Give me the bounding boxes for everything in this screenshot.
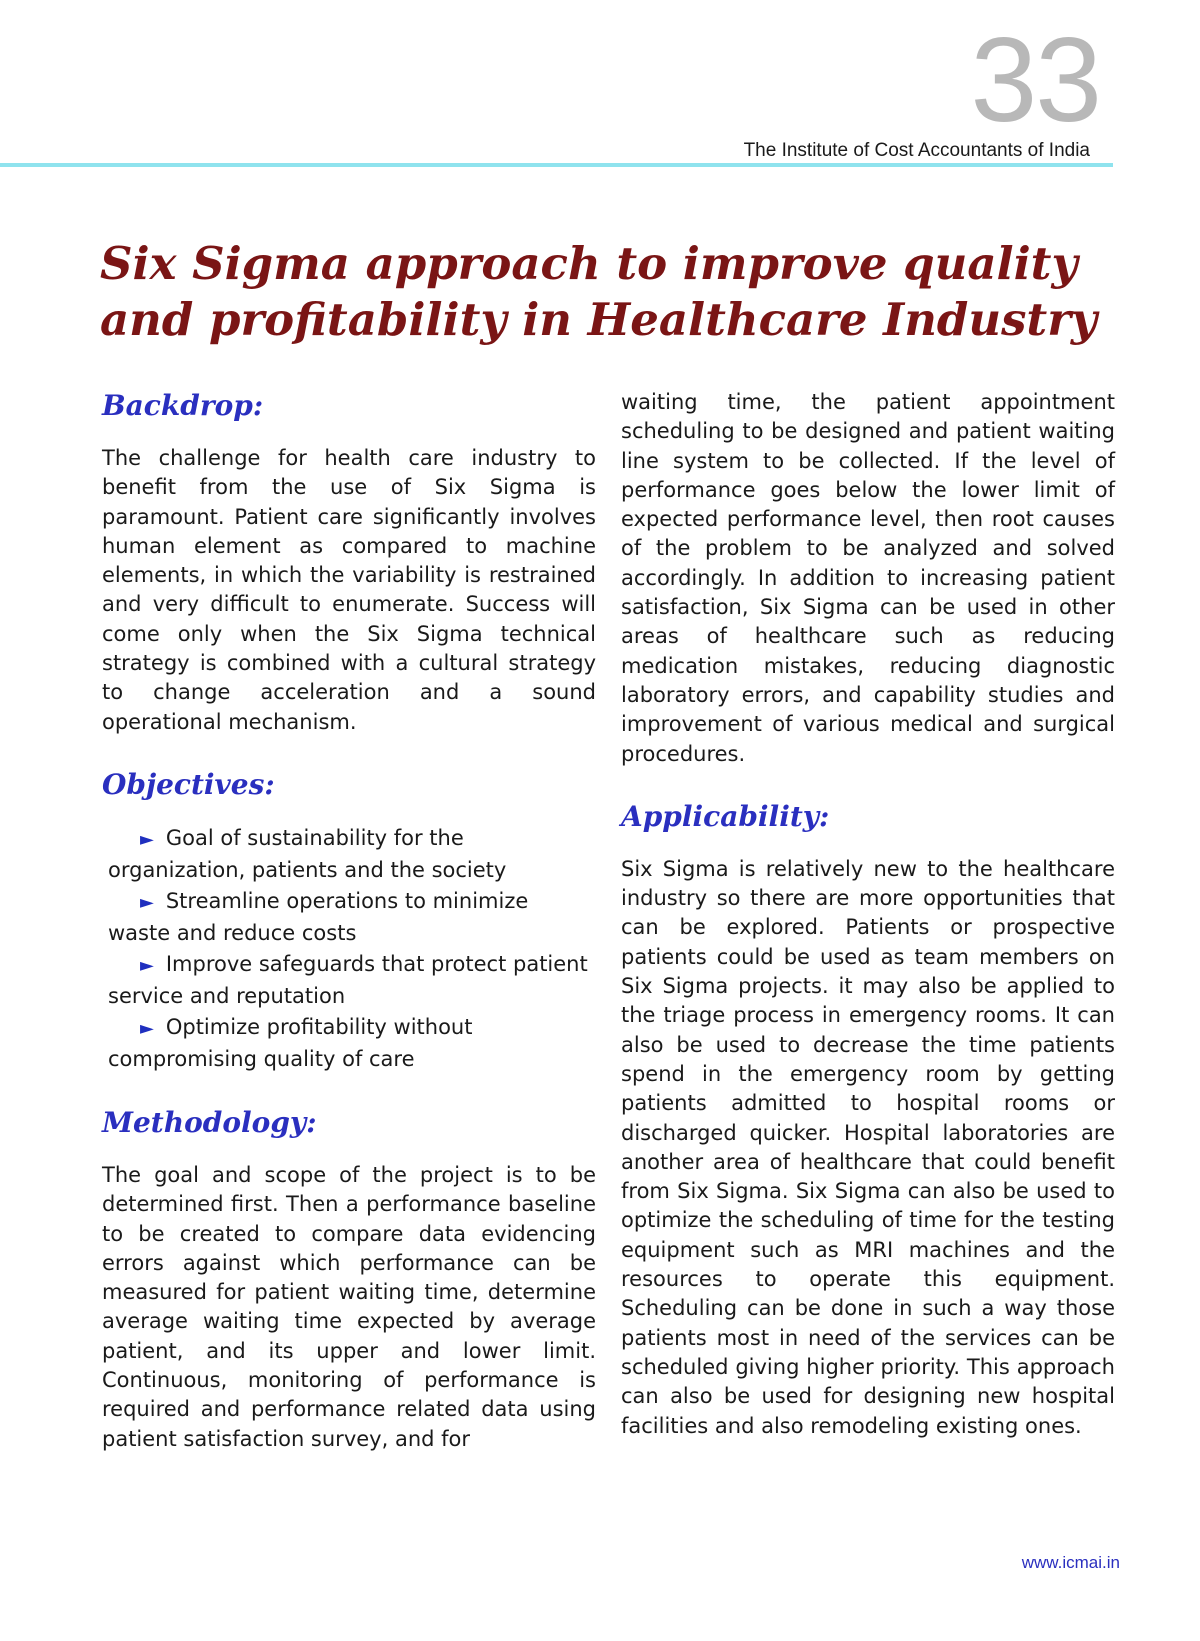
- left-column: [102, 388, 596, 1454]
- list-item: ► Streamline operations to minimize waste and reduce costs: [108, 888, 529, 945]
- methodology-text: The goal and scope of the project is to be determined first. Then a performance baseline to be created to compare data evidencing errors against which performance can be measured for patient waiting time, determine average waiting time expected by average patient, and its upper and lower limit. Continuous, monitoring of performance is required and performance related data using patient satisfaction survey, and for: [102, 1162, 596, 1451]
- backdrop-heading: Backdrop:: [102, 389, 264, 422]
- objectives-list: [102, 823, 596, 1075]
- arrow-icon: ►: [140, 954, 154, 976]
- arrow-icon: ►: [140, 1017, 154, 1039]
- list-item: ► Improve safeguards that protect patient service and reputation: [108, 951, 588, 1008]
- list-item: ► Optimize profitability without compromising quality of care: [108, 1014, 473, 1071]
- arrow-icon: ►: [140, 891, 154, 913]
- list-item: ► Goal of sustainability for the organization, patients and the society: [108, 825, 507, 882]
- backdrop-text: The challenge for health care industry to benefit from the use of Six Sigma is paramount. Patient care significantly involves human element as compared to machine elements, in which the variability is restrained and very difficult to enumerate. Success will come only when the Six Sigma technical strategy is combined with a cultural strategy to change acceleration and a sound operational mechanism.: [102, 446, 596, 734]
- methodology-text-continued: waiting time, the patient appointment scheduling to be designed and patient waiting line system to be collected. If the level of performance goes below the lower limit of expected performance level, then root causes of the problem to be analyzed and solved accordingly. In addition to increasing patient satisfaction, Six Sigma can be used in other areas of healthcare such as reducing medication mistakes, reducing diagnostic laboratory errors, and capability studies and improvement of various medical and surgical procedures.: [621, 390, 1115, 766]
- objectives-heading: Objectives:: [102, 767, 275, 801]
- institute-name: The Institute of Cost Accountants of India: [743, 140, 1090, 161]
- footer-url[interactable]: www.icmai.in: [1021, 1553, 1120, 1572]
- applicability-text: Six Sigma is relatively new to the healthcare industry so there are more opportunities that can be explored. Patients or prospective patients could be used as team members on Six Sigma projects. it may also be applied to the triage process in emergency rooms. It can also be used to decrease the time patients spend in the emergency room by getting patients admitted to hospital rooms or discharged quicker. Hospital laboratories are another area of healthcare that could benefit from Six Sigma. Six Sigma can also be used to optimize the scheduling of time for the testing equipment such as MRI machines and the resources to operate this equipment. Scheduling can be done in such a way those patients most in need of the services can be scheduled giving higher priority. This approach can also be used for designing new hospital facilities and also remodeling existing ones.: [621, 856, 1115, 1438]
- right-column: [621, 388, 1115, 1441]
- applicability-heading: Applicability:: [621, 799, 830, 833]
- arrow-icon: ►: [140, 828, 154, 850]
- page-number: 33: [970, 13, 1100, 147]
- methodology-heading: Methodology:: [102, 1105, 317, 1139]
- header-divider: [0, 163, 1113, 167]
- article-title: Six Sigma approach to improve quality and profitability in Healthcare Industry: [100, 237, 1098, 346]
